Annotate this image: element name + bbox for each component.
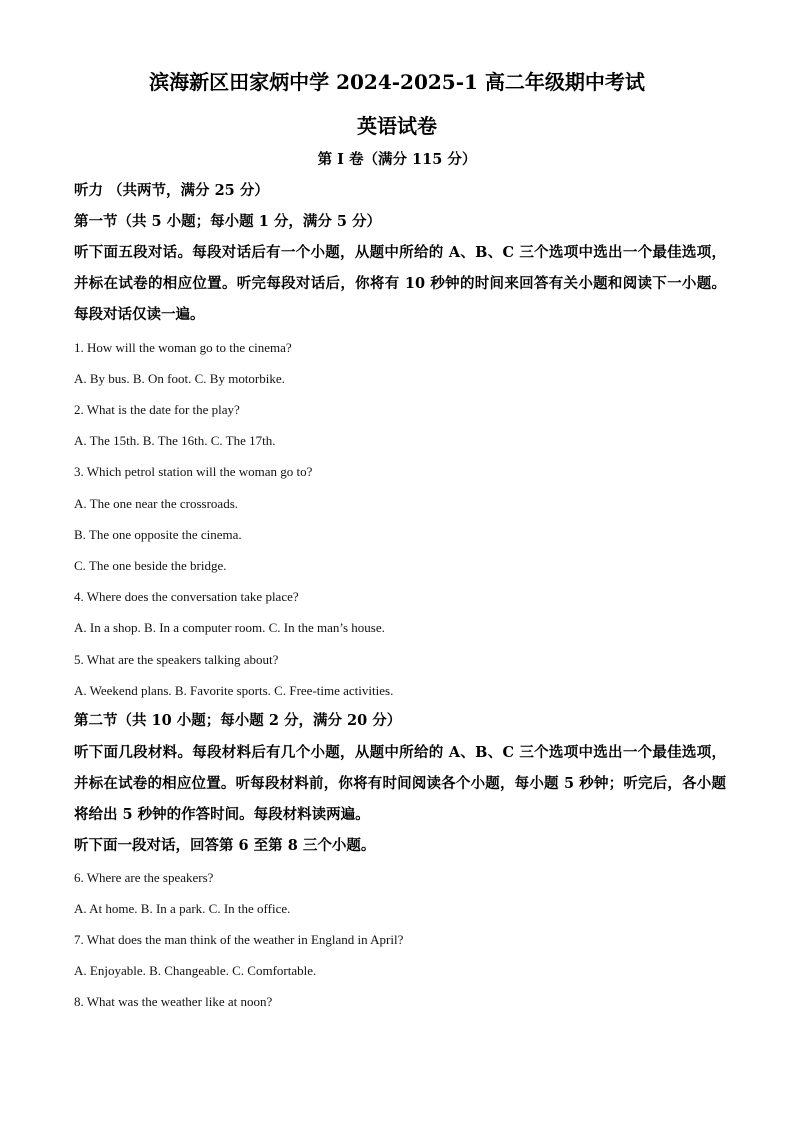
section2-sub-instruction: 听下面一段对话，回答第 6 至第 8 三个小题。 [74,837,376,854]
question-3-option-a: A. The one near the crossroads. [74,496,239,511]
listening-heading: 听力 （共两节，满分 25 分） [74,182,269,199]
question-8: 8. What was the weather like at noon? [74,994,273,1009]
section2-instruction: 听下面几段材料。每段材料后有几个小题，从题中所给的 A、B、C 三个选项中选出一个最佳选项，并标在试卷的相应位置。听每段材料前，你将有时间阅读各个小题，每小题 5 秒钟；听完后，各小题将给出 5 秒钟的作答时间。每段材料读两遍。 [74,744,726,823]
question-7-options: A. Enjoyable. B. Changeable. C. Comfortable. [74,963,317,978]
question-4-options: A. In a shop. B. In a computer room. C. In the man’s house. [74,620,385,635]
exam-subtitle: 英语试卷 [357,114,437,138]
question-5-options: A. Weekend plans. B. Favorite sports. C. Free-time activities. [74,683,394,698]
question-3-option-b: B. The one opposite the cinema. [74,527,242,542]
question-2: 2. What is the date for the play? [74,402,240,417]
section1-heading: 第一节（共 5 小题；每小题 1 分，满分 5 分） [74,213,382,230]
question-7: 7. What does the man think of the weather in England in April? [74,932,404,947]
question-3: 3. Which petrol station will the woman go to? [74,464,313,479]
question-5: 5. What are the speakers talking about? [74,652,279,667]
section1-instruction: 听下面五段对话。每段对话后有一个小题，从题中所给的 A、B、C 三个选项中选出一个最佳选项，并标在试卷的相应位置。听完每段对话后，你将有 10 秒钟的时间来回答有关小题和阅读下一小题。每段对话仅读一遍。 [74,244,726,323]
part-title: 第 I 卷（满分 115 分） [317,151,477,168]
question-1: 1. How will the woman go to the cinema? [74,340,292,355]
question-3-option-c: C. The one beside the bridge. [74,558,227,573]
question-4: 4. Where does the conversation take place? [74,589,299,604]
question-2-options: A. The 15th. B. The 16th. C. The 17th. [74,433,276,448]
question-6: 6. Where are the speakers? [74,870,214,885]
question-1-options: A. By bus. B. On foot. C. By motorbike. [74,371,285,386]
section2-heading: 第二节（共 10 小题；每小题 2 分，满分 20 分） [74,712,402,729]
question-6-options: A. At home. B. In a park. C. In the office. [74,901,291,916]
exam-title: 滨海新区田家炳中学 2024-2025-1 高二年级期中考试 [149,70,645,94]
